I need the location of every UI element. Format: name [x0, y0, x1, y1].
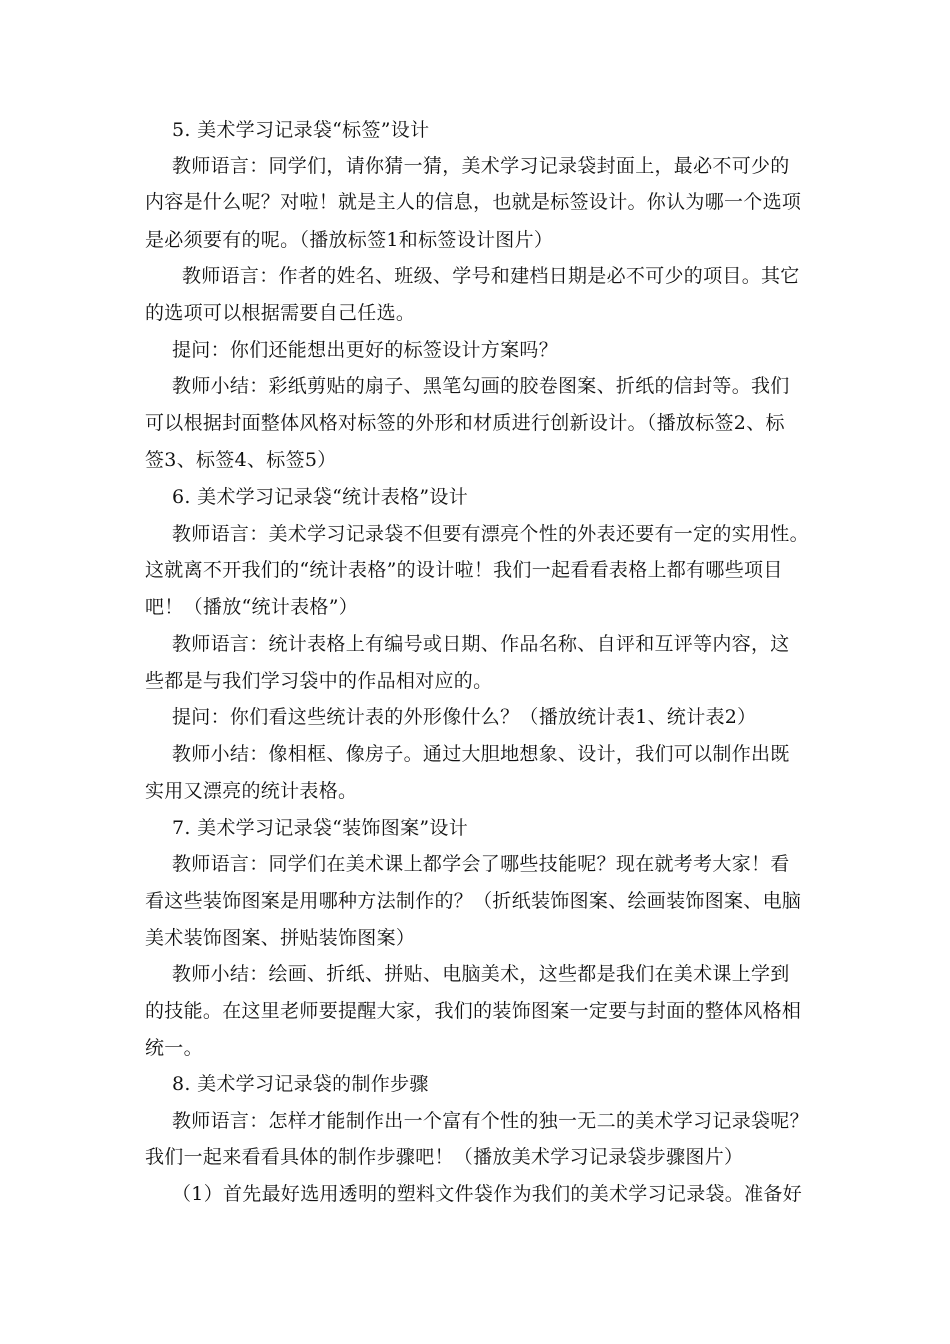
section-heading-label-design: 5. 美术学习记录袋“标签”设计 — [172, 119, 430, 141]
section-heading-table-design: 6. 美术学习记录袋“统计表格”设计 — [172, 486, 468, 508]
paragraph-line: 内容是什么呢？对啦！就是主人的信息，也就是标签设计。你认为哪一个选项 — [145, 191, 802, 213]
paragraph-line: 提问：你们看这些统计表的外形像什么？（播放统计表1、统计表2） — [172, 706, 757, 728]
paragraph-line: 教师语言：作者的姓名、班级、学号和建档日期是必不可少的项目。其它 — [182, 265, 800, 287]
paragraph-line: 教师语言：同学们，请你猜一猜，美术学习记录袋封面上，最必不可少的 — [172, 155, 790, 177]
paragraph-line: 的技能。在这里老师要提醒大家，我们的装饰图案一定要与封面的整体风格相 — [145, 1000, 802, 1022]
paragraph-line: 这就离不开我们的“统计表格”的设计啦！我们一起看看表格上都有哪些项目 — [145, 559, 783, 581]
paragraph-line: 实用又漂亮的统计表格。 — [145, 780, 358, 802]
paragraph-line: 我们一起来看看具体的制作步骤吧！（播放美术学习记录袋步骤图片） — [145, 1146, 744, 1168]
paragraph-line: 教师语言：怎样才能制作出一个富有个性的独一无二的美术学习记录袋呢？ — [172, 1110, 809, 1132]
section-heading-steps: 8. 美术学习记录袋的制作步骤 — [172, 1073, 429, 1095]
paragraph-line: 签3、标签4、标签5） — [145, 449, 337, 471]
paragraph-line: 是必须要有的呢。（播放标签1和标签设计图片） — [145, 229, 554, 251]
paragraph-line: 统一。 — [145, 1037, 203, 1059]
paragraph-line: 提问：你们还能想出更好的标签设计方案吗？ — [172, 339, 559, 361]
paragraph-line: 可以根据封面整体风格对标签的外形和材质进行创新设计。（播放标签2、标 — [145, 412, 785, 434]
paragraph-line: 教师小结：像相框、像房子。通过大胆地想象、设计，我们可以制作出既 — [172, 743, 790, 765]
paragraph-line: 教师语言：美术学习记录袋不但要有漂亮个性的外表还要有一定的实用性。 — [172, 523, 809, 545]
paragraph-line: 的选项可以根据需要自己任选。 — [145, 302, 416, 324]
section-heading-pattern-design: 7. 美术学习记录袋“装饰图案”设计 — [172, 817, 468, 839]
paragraph-line: 教师小结：绘画、折纸、拼贴、电脑美术，这些都是我们在美术课上学到 — [172, 963, 790, 985]
paragraph-line: 教师语言：同学们在美术课上都学会了哪些技能呢？现在就考考大家！看 — [172, 853, 790, 875]
paragraph-line: 些都是与我们学习袋中的作品相对应的。 — [145, 670, 493, 692]
paragraph-line: （1）首先最好选用透明的塑料文件袋作为我们的美术学习记录袋。准备好 — [172, 1183, 802, 1205]
paragraph-line: 教师语言：统计表格上有编号或日期、作品名称、自评和互评等内容，这 — [172, 633, 790, 655]
paragraph-line: 看这些装饰图案是用哪种方法制作的？（折纸装饰图案、绘画装饰图案、电脑 — [145, 890, 802, 912]
paragraph-line: 教师小结：彩纸剪贴的扇子、黑笔勾画的胶卷图案、折纸的信封等。我们 — [172, 375, 790, 397]
paragraph-line: 美术装饰图案、拼贴装饰图案） — [145, 927, 416, 949]
paragraph-line: 吧！（播放“统计表格”） — [145, 596, 359, 618]
